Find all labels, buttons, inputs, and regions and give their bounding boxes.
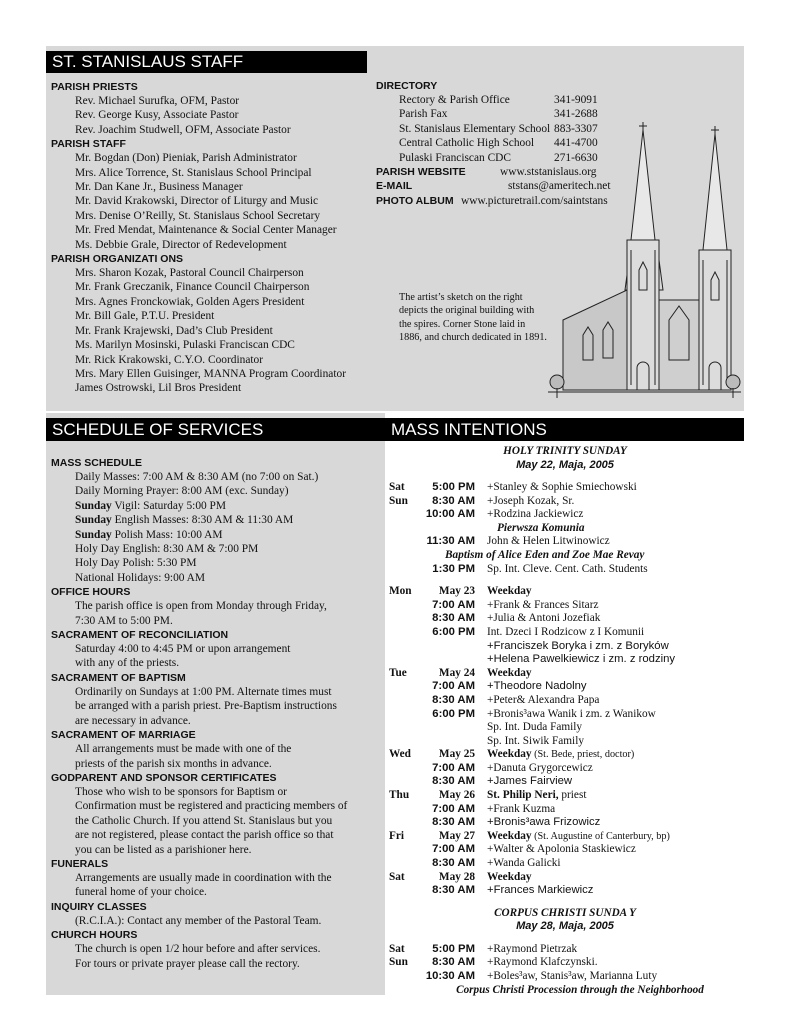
staff-line: Mrs. Alice Torrence, St. Stanislaus School Principal — [75, 166, 312, 179]
org-line: Mr. Bill Gale, P.T.U. President — [75, 310, 215, 323]
priests-list — [51, 94, 381, 137]
org-line: James Ostrowski, Lil Bros President — [75, 382, 242, 395]
weekday-entry-time: 8:30 AM — [432, 693, 475, 706]
priest-line: Rev. Michael Surufka, OFM, Pastor — [75, 95, 240, 107]
weekday-date: May 27 — [438, 829, 475, 842]
weekday-entry-day — [389, 762, 417, 776]
weekday-title — [487, 667, 741, 681]
staff-heading: PARISH STAFF — [51, 138, 126, 151]
godparent-line: Confirmation must be registered and practicing members of — [75, 800, 348, 813]
mass-schedule-line — [51, 571, 386, 585]
weekday-entry — [389, 884, 741, 898]
intention-row — [389, 970, 741, 984]
weekday-entry-text: +Danuta Grygorcewicz — [487, 761, 593, 774]
weekday-entry-text: +Theodore Nadolny — [487, 680, 587, 693]
weekday-entry — [389, 653, 741, 667]
mass-schedule-text: Vigil: Saturday 5:00 PM — [111, 499, 227, 512]
intention-text: John & Helen Litwinowicz — [487, 535, 610, 548]
church-hours-lines — [51, 942, 386, 971]
weekday-entry-day — [389, 775, 417, 789]
weekday-entry — [389, 640, 741, 654]
weekday-entry-time: 8:30 AM — [432, 816, 475, 829]
intentions-header: MASS INTENTIONS — [385, 418, 744, 441]
intention-text: +Joseph Kozak, Sr. — [487, 494, 575, 507]
weekday-head — [389, 789, 741, 803]
intention-day: Sat — [389, 942, 405, 955]
weekday-title — [487, 830, 741, 844]
weekday-title-bold: Weekday — [487, 870, 532, 883]
weekday-entry-day — [389, 599, 417, 613]
mass-schedule-line — [51, 484, 386, 498]
weekday-entry — [389, 735, 741, 749]
marriage-lines — [51, 742, 386, 771]
staff-line: Mr. Fred Mendat, Maintenance & Social Center Manager — [75, 224, 337, 237]
weekday-entry-text: Int. Dzeci I Rodzicow z I Komunii — [487, 625, 645, 638]
weekday-title-rest: priest — [558, 789, 587, 802]
funerals-lines — [51, 871, 386, 900]
directory-name: Central Catholic High School — [399, 137, 535, 150]
intention-day — [389, 508, 417, 522]
inquiry-lines — [51, 914, 386, 928]
office-line: The parish office is open from Monday through Friday, — [75, 600, 327, 613]
weekday-date: May 26 — [438, 789, 475, 802]
weekday-head — [389, 748, 741, 762]
weekday-entry-time: 7:00 AM — [432, 843, 475, 856]
mass-schedule-text: Daily Masses: 7:00 AM & 8:30 AM (no 7:00 on Sat.) — [75, 471, 319, 483]
weekday-entry-time: 7:00 AM — [432, 761, 475, 774]
weekday-entry-time: 8:30 AM — [432, 857, 475, 870]
weekday-entry-text: +Julia & Antoni Jozefiak — [487, 612, 601, 625]
directory-name: St. Stanislaus Elementary School — [399, 122, 551, 135]
intention-day — [389, 563, 417, 577]
weekday-title-rest: (St. Bede, priest, doctor) — [531, 749, 635, 761]
weekday-entry-day — [389, 708, 417, 722]
feast1-date: May 22, Maja, 2005 — [516, 458, 614, 471]
baptism-line: are necessary in advance. — [75, 714, 191, 727]
intention-time: 11:30 AM — [426, 535, 475, 548]
godparent-heading: GODPARENT AND SPONSOR CERTIFICATES — [51, 771, 277, 784]
marriage-line: priests of the parish six months in advance. — [75, 757, 272, 770]
directory-phone: 271-6630 — [554, 151, 598, 164]
weekday-entry-text: +Peter& Alexandra Papa — [487, 693, 600, 706]
sketch-caption: The artist’s sketch on the right depicts the original building with the spires. Corner Stone laid in 1886, and church dedicated in 1891. — [399, 292, 547, 343]
weekday-entry-day — [389, 843, 417, 857]
weekday-entry — [389, 680, 741, 694]
album-link[interactable]: www.picturetrail.com/saintstans — [461, 194, 608, 207]
mass-schedule-line — [51, 499, 386, 513]
directory-phone: 341-2688 — [554, 108, 598, 121]
weekday-entry — [389, 721, 741, 735]
feast1-rows-b — [389, 535, 741, 549]
intention-time: 10:00 AM — [425, 508, 475, 521]
weekday-entry — [389, 803, 741, 817]
mass-schedule-text: Holy Day English: 8:30 AM & 7:00 PM — [75, 543, 259, 556]
weekday-head — [389, 667, 741, 681]
office-lines — [51, 599, 386, 628]
weekday-entry — [389, 599, 741, 613]
inquiry-heading: INQUIRY CLASSES — [51, 900, 147, 913]
mass-schedule-bold: Sunday — [75, 528, 112, 541]
staff-list — [51, 151, 381, 252]
weekday-entry-text: +Frank Kuzma — [487, 802, 556, 815]
weekday-title — [487, 871, 741, 885]
intention-day — [389, 970, 417, 984]
staff-header: ST. STANISLAUS STAFF — [46, 51, 367, 73]
intention-time: 8:30 AM — [432, 494, 475, 507]
mass-schedule-line — [51, 470, 386, 484]
weekday-entry-text: +Franciszek Boryka i zm. z Boryków — [487, 639, 669, 652]
weekday-entry-time — [417, 721, 487, 735]
schedule-header: SCHEDULE OF SERVICES — [46, 418, 385, 441]
weekday-head — [389, 871, 741, 885]
weekday-title-rest: (St. Augustine of Canterbury, bp) — [531, 830, 670, 842]
godparent-line: you can be listed as a parishioner here. — [75, 843, 252, 856]
weekday-entry-day — [389, 640, 417, 654]
intention-time: 5:00 PM — [432, 942, 475, 955]
intention-row — [389, 508, 741, 522]
weekday-entry-day — [389, 816, 417, 830]
org-line: Ms. Marilyn Mosinski, Pulaski Franciscan CDC — [75, 339, 295, 352]
komunia-row — [389, 522, 741, 536]
directory-heading: DIRECTORY — [376, 80, 438, 92]
mass-schedule-text: Holy Day Polish: 5:30 PM — [75, 557, 197, 570]
weekday-head — [389, 585, 741, 599]
staff-line: Mr. Bogdan (Don) Pieniak, Parish Administrator — [75, 152, 297, 165]
weekday-entry-day — [389, 680, 417, 694]
weekday-entry-day — [389, 721, 417, 735]
intention-text: +Stanley & Sophie Smiechowski — [487, 481, 637, 493]
priests-heading: PARISH PRIESTS — [51, 81, 138, 93]
mass-schedule-line — [51, 528, 386, 542]
intention-time: 10:30 AM — [425, 970, 475, 982]
weekday-date: May 28 — [438, 870, 475, 883]
weekday-entry-day — [389, 653, 417, 667]
weekday-entry-day — [389, 884, 417, 898]
weekday-entry-time — [417, 653, 487, 667]
recon-heading: SACRAMENT OF RECONCILIATION — [51, 629, 229, 642]
mass-schedule-text: Polish Mass: 10:00 AM — [111, 528, 223, 541]
inquiry-line: (R.C.I.A.): Contact any member of the Pastoral Team. — [75, 914, 322, 927]
weekday-day: Sat — [389, 870, 405, 883]
email-link[interactable]: ststans@ameritech.net — [508, 180, 611, 193]
weekday-entry — [389, 843, 741, 857]
church-line: The church is open 1/2 hour before and after services. — [75, 943, 321, 956]
feast1-rows — [389, 481, 741, 522]
weekday-entry — [389, 857, 741, 871]
weekday-entry-text: +Bronis³awa Frizowicz — [487, 816, 601, 829]
baptism-note: Baptism of Alice Eden and Zoe Mae Revay — [445, 548, 645, 561]
intention-time: 1:30 PM — [432, 562, 475, 575]
office-line: 7:30 AM to 5:00 PM. — [75, 614, 173, 627]
recon-lines — [51, 642, 386, 671]
weekday-entry-text: +Walter & Apolonia Staskiewicz — [487, 843, 636, 856]
directory-name: Pulaski Franciscan CDC — [399, 151, 511, 164]
staff-line: Mr. Dan Kane Jr., Business Manager — [75, 181, 243, 194]
weekday-entry-text: +Frances Markiewicz — [487, 884, 594, 897]
intention-text: +Raymond Pietrzak — [487, 942, 578, 955]
org-line: Mr. Rick Krakowski, C.Y.O. Coordinator — [75, 353, 264, 366]
funerals-line: funeral home of your choice. — [75, 886, 207, 899]
church-line: For tours or private prayer please call the rectory. — [75, 957, 300, 970]
priest-line: Rev. Joachim Studwell, OFM, Associate Pastor — [75, 123, 291, 136]
weekday-entry-text: Sp. Int. Duda Family — [487, 721, 583, 734]
weekday-entry — [389, 626, 741, 640]
directory-entry — [376, 93, 741, 107]
mass-schedule-line — [51, 542, 386, 556]
directory-phone: 883-3307 — [554, 122, 598, 135]
intention-row — [389, 481, 741, 495]
intention-text: Sp. Int. Cleve. Cent. Cath. Students — [487, 562, 648, 575]
weekday-entry-text: +Bronis³awa Wanik i zm. z Wanikow — [487, 707, 656, 720]
mass-schedule-line — [51, 556, 386, 570]
mass-schedule-bold: Sunday — [75, 514, 112, 527]
mass-schedule-bold: Sunday — [75, 499, 112, 512]
intention-day: Sat — [389, 481, 405, 493]
schedule-column — [51, 456, 386, 971]
feast2-rows — [389, 943, 741, 984]
album-label: PHOTO ALBUM — [376, 194, 454, 207]
weekday-entry — [389, 816, 741, 830]
weekday-entry-time: 7:00 AM — [432, 680, 475, 693]
weekday-date: May 24 — [438, 666, 475, 679]
weekday-day: Thu — [389, 789, 410, 802]
weekday-title — [487, 748, 741, 762]
recon-line: Saturday 4:00 to 4:45 PM or upon arrangement — [75, 643, 291, 656]
feast2-date: May 28, Maja, 2005 — [516, 920, 614, 933]
intention-row — [389, 943, 741, 957]
mass-schedule-text: National Holidays: 9:00 AM — [75, 571, 206, 584]
weekday-day: Mon — [389, 585, 412, 598]
weekday-title-bold: St. Philip Neri, — [487, 789, 559, 802]
weekday-entry-text: +James Fairview — [487, 775, 573, 788]
weekday-entry-day — [389, 626, 417, 640]
godparent-line: are not registered, please contact the parish office so that — [75, 829, 334, 842]
weekday-entry-time — [417, 735, 487, 749]
weekday-head — [389, 830, 741, 844]
baptism-note-row — [389, 549, 741, 563]
weekday-entry — [389, 708, 741, 722]
weekday-entry-time: 8:30 AM — [432, 775, 475, 788]
org-line: Mr. Frank Krajewski, Dad’s Club President — [75, 324, 273, 337]
church-sketch — [543, 120, 743, 410]
baptism-line: be arranged with a parish priest. Pre-Baptism instructions — [75, 700, 337, 713]
weekday-entry-day — [389, 857, 417, 871]
weekday-entry — [389, 762, 741, 776]
weekday-date: May 25 — [438, 748, 475, 761]
staff-column — [51, 80, 381, 396]
weekday-entry — [389, 694, 741, 708]
email-label: E-MAIL — [376, 180, 413, 193]
weekday-entry-text: Sp. Int. Siwik Family — [487, 734, 584, 747]
weekday-entry-time: 7:00 AM — [432, 802, 475, 815]
intention-time: 5:00 PM — [432, 481, 475, 493]
weekday-title-bold: Weekday — [487, 748, 532, 761]
intention-day — [389, 535, 417, 549]
godparent-line: Those who wish to be sponsors for Baptism or — [75, 785, 287, 798]
mass-schedule-line — [51, 513, 386, 527]
weekday-day: Fri — [389, 829, 405, 842]
weekday-entry-day — [389, 694, 417, 708]
weekday-entry-day — [389, 803, 417, 817]
baptism-line: Ordinarily on Sundays at 1:00 PM. Alternate times must — [75, 685, 332, 698]
staff-line: Mrs. Denise O’Reilly, St. Stanislaus School Secretary — [75, 209, 321, 222]
weekday-entry-day — [389, 735, 417, 749]
staff-line: Ms. Debbie Grale, Director of Redevelopment — [75, 238, 287, 251]
intention-row — [389, 495, 741, 509]
weekday-entry-text: +Wanda Galicki — [487, 857, 561, 870]
website-link[interactable]: www.ststanislaus.org — [500, 166, 597, 179]
marriage-heading: SACRAMENT OF MARRIAGE — [51, 729, 196, 742]
weekday-day: Wed — [389, 748, 411, 761]
weekday-entry-time: 7:00 AM — [432, 598, 475, 611]
intention-text: +Rodzina Jackiewicz — [487, 508, 584, 521]
weekday-entry — [389, 612, 741, 626]
org-line: Mrs. Mary Ellen Guisinger, MANNA Program Coordinator — [75, 367, 346, 380]
intention-time: 8:30 AM — [432, 956, 475, 969]
org-line: Mrs. Agnes Fronckowiak, Golden Agers President — [75, 295, 305, 308]
weekday-entry-time: 8:30 AM — [432, 884, 475, 897]
mass-schedule-text: Daily Morning Prayer: 8:00 AM (exc. Sunday) — [75, 485, 289, 498]
marriage-line: All arrangements must be made with one of the — [75, 743, 292, 756]
weekday-entry-text: +Helena Pawelkiewicz i zm. z rodziny — [487, 653, 676, 666]
weekday-entry-time: 6:00 PM — [432, 707, 475, 720]
weekday-title-bold: Weekday — [487, 666, 532, 679]
weekday-intentions — [389, 585, 741, 898]
weekday-title — [487, 789, 741, 803]
weekday-date: May 23 — [438, 585, 475, 598]
weekday-entry-text: +Frank & Frances Sitarz — [487, 598, 599, 611]
intention-row — [389, 563, 741, 577]
org-heading: PARISH ORGANIZATI ONS — [51, 253, 184, 266]
priest-line: Rev. George Kusy, Associate Pastor — [75, 109, 239, 122]
org-list — [51, 266, 381, 396]
weekday-entry — [389, 775, 741, 789]
directory-name: Rectory & Parish Office — [399, 94, 510, 106]
weekday-entry-day — [389, 612, 417, 626]
staff-line: Mr. David Krakowski, Director of Liturgy and Music — [75, 195, 319, 208]
godparent-lines — [51, 785, 386, 857]
mass-schedule-heading: MASS SCHEDULE — [51, 457, 143, 469]
mass-intentions — [389, 445, 741, 997]
recon-line: with any of the priests. — [75, 657, 180, 670]
intention-day: Sun — [389, 956, 408, 969]
feast1-rows-c — [389, 563, 741, 577]
weekday-title-bold: Weekday — [487, 585, 532, 598]
intention-row — [389, 956, 741, 970]
feast1-title: HOLY TRINITY SUNDAY — [503, 445, 627, 457]
intention-text: +Boles³aw, Stanis³aw, Marianna Luty — [487, 970, 658, 982]
mass-schedule-text: English Masses: 8:30 AM & 11:30 AM — [111, 514, 294, 527]
website-label: PARISH WEBSITE — [376, 166, 466, 179]
procession-note: Corpus Christi Procession through the Neighborhood — [456, 983, 704, 996]
directory-phone: 441-4700 — [554, 137, 598, 150]
church-hours-heading: CHURCH HOURS — [51, 929, 138, 942]
org-line: Mrs. Sharon Kozak, Pastoral Council Chairperson — [75, 267, 304, 280]
weekday-entry-time — [417, 640, 487, 654]
feast2-title: CORPUS CHRISTI SUNDA Y — [494, 906, 636, 919]
mass-schedule-list — [51, 470, 386, 585]
funerals-heading: FUNERALS — [51, 857, 109, 870]
weekday-entry-time: 8:30 AM — [432, 612, 475, 625]
godparent-line: the Catholic Church. If you attend St. Stanislaus but you — [75, 814, 333, 827]
weekday-day: Tue — [389, 666, 407, 679]
intention-row — [389, 535, 741, 549]
office-heading: OFFICE HOURS — [51, 586, 131, 599]
weekday-entry-time: 6:00 PM — [432, 625, 475, 638]
intention-day: Sun — [389, 494, 408, 507]
directory-phone: 341-9091 — [554, 94, 598, 106]
baptism-lines — [51, 685, 386, 728]
directory-name: Parish Fax — [399, 108, 448, 121]
funerals-line: Arrangements are usually made in coordination with the — [75, 871, 332, 884]
intention-text: +Raymond Klafczynski. — [487, 956, 598, 969]
org-line: Mr. Frank Greczanik, Finance Council Chairperson — [75, 281, 310, 294]
weekday-title-bold: Weekday — [487, 829, 532, 842]
baptism-heading: SACRAMENT OF BAPTISM — [51, 671, 186, 684]
komunia-note: Pierwsza Komunia — [497, 521, 585, 534]
weekday-title — [487, 585, 741, 599]
